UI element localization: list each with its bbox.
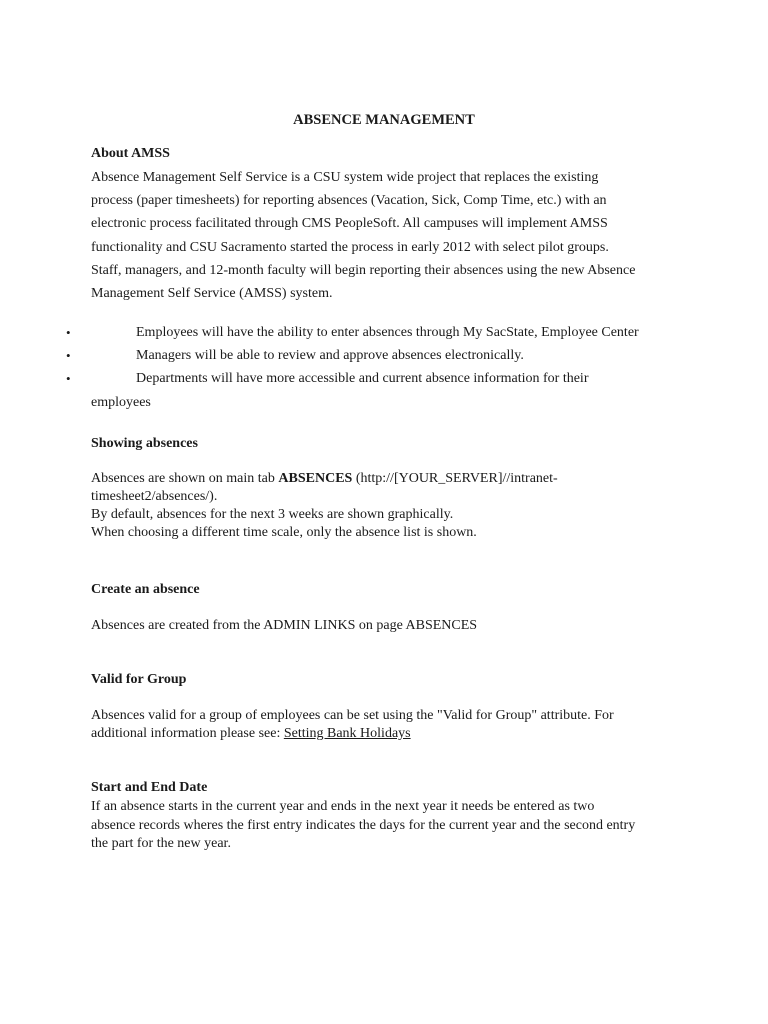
valid-group-heading: Valid for Group <box>91 672 187 687</box>
bullet-continuation: employees <box>91 395 151 410</box>
showing-line-prefix: Absences are shown on main tab <box>91 471 279 486</box>
showing-line: By default, absences for the next 3 weeks are shown graphically. <box>91 507 454 522</box>
bullet-marker: • <box>66 348 71 363</box>
showing-line <box>91 471 558 487</box>
about-heading: About AMSS <box>91 146 170 161</box>
bullet-marker: • <box>66 371 71 386</box>
bullet-item: Managers will be able to review and approve absences electronically. <box>136 348 524 363</box>
about-line: Absence Management Self Service is a CSU system wide project that replaces the existing <box>91 170 599 185</box>
about-line: Management Self Service (AMSS) system. <box>91 286 333 301</box>
about-line: Staff, managers, and 12-month faculty will begin reporting their absences using the new Absence <box>91 263 636 278</box>
valid-group-prefix: additional information please see: <box>91 726 284 741</box>
showing-heading: Showing absences <box>91 436 198 451</box>
about-line: process (paper timesheets) for reporting absences (Vacation, Sick, Comp Time, etc.) with an <box>91 193 607 208</box>
valid-group-line: Absences valid for a group of employees can be set using the "Valid for Group" attribute. For <box>91 708 614 723</box>
bullet-item: Departments will have more accessible and current absence information for their <box>136 371 589 386</box>
create-line: Absences are created from the ADMIN LINKS on page ABSENCES <box>91 618 478 633</box>
create-heading: Create an absence <box>91 582 200 597</box>
bullet-marker: • <box>66 325 71 340</box>
bullet-item: Employees will have the ability to enter absences through My SacState, Employee Center <box>136 325 639 340</box>
showing-line: When choosing a different time scale, only the absence list is shown. <box>91 525 477 540</box>
dates-line: the part for the new year. <box>91 836 231 851</box>
showing-line-suffix: (http://[YOUR_SERVER]//intranet- <box>352 471 558 486</box>
valid-group-line <box>91 726 411 742</box>
dates-line: absence records wheres the first entry indicates the days for the current year and the second entry <box>91 818 636 833</box>
document-title: ABSENCE MANAGEMENT <box>293 112 475 128</box>
about-line: functionality and CSU Sacramento started the process in early 2012 with select pilot groups. <box>91 240 609 255</box>
about-line: electronic process facilitated through CMS PeopleSoft. All campuses will implement AMSS <box>91 216 608 231</box>
setting-bank-holidays-link[interactable]: Setting Bank Holidays <box>283 726 411 741</box>
dates-line: If an absence starts in the current year and ends in the next year it needs be entered as two <box>91 799 595 814</box>
absences-tab-name: ABSENCES <box>278 471 353 486</box>
dates-heading: Start and End Date <box>91 780 208 795</box>
showing-line: timesheet2/absences/). <box>91 489 218 504</box>
